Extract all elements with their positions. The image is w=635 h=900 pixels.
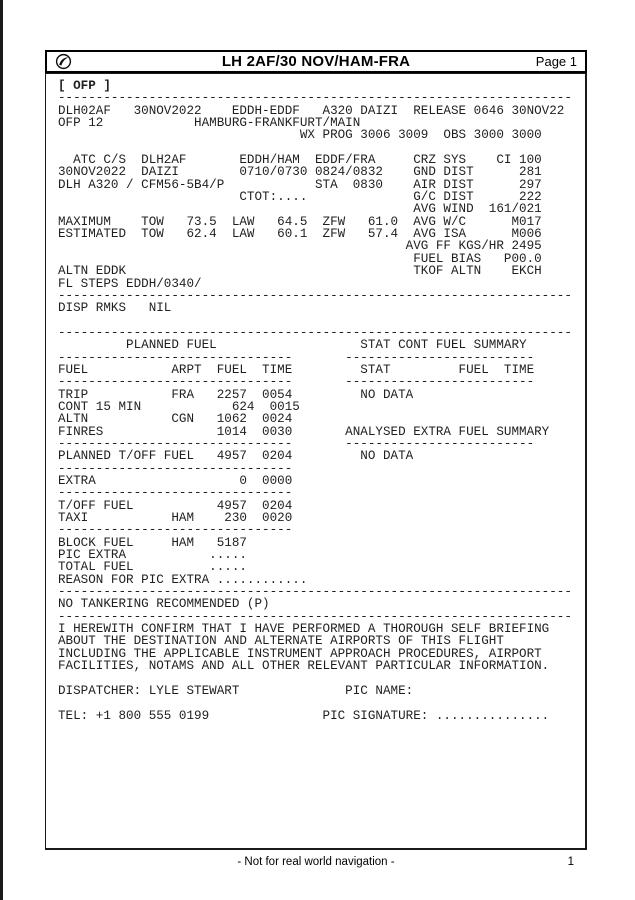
ofp-content-box: [45, 73, 587, 850]
briefing-line: I HEREWITH CONFIRM THAT I HAVE PERFORMED A THOROUGH SELF BRIEFING: [58, 622, 550, 637]
separator: --------------------------------------------------------------------: [58, 609, 572, 624]
document-header-bar: [45, 50, 587, 73]
block-fuel-line: BLOCK FUEL HAM 5187: [58, 535, 247, 550]
atc-callsign-line: ATC C/S DLH2AF EDDH/HAM EDDF/FRA CRZ SYS CI 100: [58, 153, 542, 168]
separator: --------------------------------------------------------------------: [58, 288, 572, 303]
separator: --------------------------------------------------------------------: [58, 91, 572, 106]
ofp-sheet: [45, 50, 587, 850]
route-name-line: OFP 12 HAMBURG-FRANKFURT/MAIN: [58, 116, 361, 131]
max-weights-line: MAXIMUM TOW 73.5 LAW 64.5 ZFW 61.0 AVG W/C M017: [58, 214, 542, 229]
wx-prog-line: WX PROG 3006 3009 OBS 3000 3000: [58, 128, 542, 143]
separator: --------------------------------------------------------------------: [58, 325, 572, 340]
separator: --------------------------------------------------------------------: [58, 585, 572, 600]
pic-extra-line: PIC EXTRA .....: [58, 548, 247, 563]
table-separator: ------------------------------- -------------------------: [58, 350, 535, 365]
total-fuel-line: TOTAL FUEL .....: [58, 560, 247, 575]
page-footer: [45, 856, 587, 872]
table-separator: -------------------------------: [58, 486, 293, 501]
avg-ff-line: AVG FF KGS/HR 2495: [58, 239, 542, 254]
table-separator: -------------------------------: [58, 461, 293, 476]
blank-line: [58, 673, 585, 685]
page-label: Page 1: [535, 54, 577, 69]
ofp-tag: [ OFP ]: [58, 79, 111, 93]
airline-crane-logo-icon: [55, 53, 72, 70]
document-title: LH 2AF/30 NOV/HAM-FRA: [221, 53, 411, 70]
schedule-line: 30NOV2022 DAIZI 0710/0730 0824/0832 GND DIST 281: [58, 165, 542, 180]
fl-steps-line: FL STEPS EDDH/0340/: [58, 276, 202, 291]
table-separator: ------------------------------- -------------------------: [58, 436, 535, 451]
planned-toff-fuel-line: PLANNED T/OFF FUEL 4957 0204 NO DATA: [58, 449, 414, 464]
ofp-lines: [58, 80, 585, 722]
footer-disclaimer: - Not for real world navigation -: [237, 856, 395, 868]
fuel-table-header-line: FUEL ARPT FUEL TIME STAT FUEL TIME: [58, 362, 535, 377]
altn-line: ALTN EDDK TKOF ALTN EKCH: [58, 264, 542, 279]
ctot-line: CTOT:.... G/C DIST 222: [58, 190, 542, 205]
blank-line: [58, 697, 585, 709]
tankering-line: NO TANKERING RECOMMENDED (P): [58, 597, 270, 612]
fuel-tables-title-line: PLANNED FUEL STAT CONT FUEL SUMMARY: [58, 338, 527, 353]
dispatcher-line: DISPATCHER: LYLE STEWART PIC NAME:: [58, 683, 414, 698]
table-separator: -------------------------------: [58, 523, 293, 538]
table-separator: ------------------------------- -------------------------: [58, 375, 535, 390]
footer-page-number: 1: [567, 856, 574, 868]
briefing-line: ABOUT THE DESTINATION AND ALTERNATE AIRPORTS OF THIS FLIGHT: [58, 634, 504, 649]
trip-fuel-line: TRIP FRA 2257 0054 NO DATA: [58, 387, 414, 402]
finres-fuel-line: FINRES 1014 0030 ANALYSED EXTRA FUEL SUMMARY: [58, 424, 550, 439]
reason-pic-extra-line: REASON FOR PIC EXTRA ............: [58, 572, 308, 587]
toff-fuel-line: T/OFF FUEL 4957 0204: [58, 498, 293, 513]
extra-fuel-line: EXTRA 0 0000: [58, 474, 293, 488]
tel-line: TEL: +1 800 555 0199 PIC SIGNATURE: ...............: [58, 708, 550, 723]
est-weights-line: ESTIMATED TOW 62.4 LAW 60.1 ZFW 57.4 AVG ISA M006: [58, 227, 542, 242]
disp-rmks-line: DISP RMKS NIL: [58, 301, 172, 316]
aircraft-type-line: DLH A320 / CFM56-5B4/P STA 0830 AIR DIST 297: [58, 177, 542, 192]
cont-fuel-line: CONT 15 MIN 624 0015: [58, 399, 300, 414]
taxi-fuel-line: TAXI HAM 230 0020: [58, 511, 293, 526]
briefing-line: FACILITIES, NOTAMS AND ALL OTHER RELEVANT PARTICULAR INFORMATION.: [58, 659, 550, 674]
altn-fuel-line: ALTN CGN 1062 0024: [58, 412, 293, 427]
window-edge: [0, 0, 3, 900]
fuel-bias-line: FUEL BIAS P00.0: [58, 251, 542, 266]
avg-wind-line: AVG WIND 161/021: [58, 202, 542, 217]
flight-id-line: DLH02AF 30NOV2022 EDDH-EDDF A320 DAIZI RELEASE 0646 30NOV22: [58, 103, 565, 118]
briefing-line: INCLUDING THE APPLICABLE INSTRUMENT APPROACH PROCEDURES, AIRPORT: [58, 646, 542, 661]
